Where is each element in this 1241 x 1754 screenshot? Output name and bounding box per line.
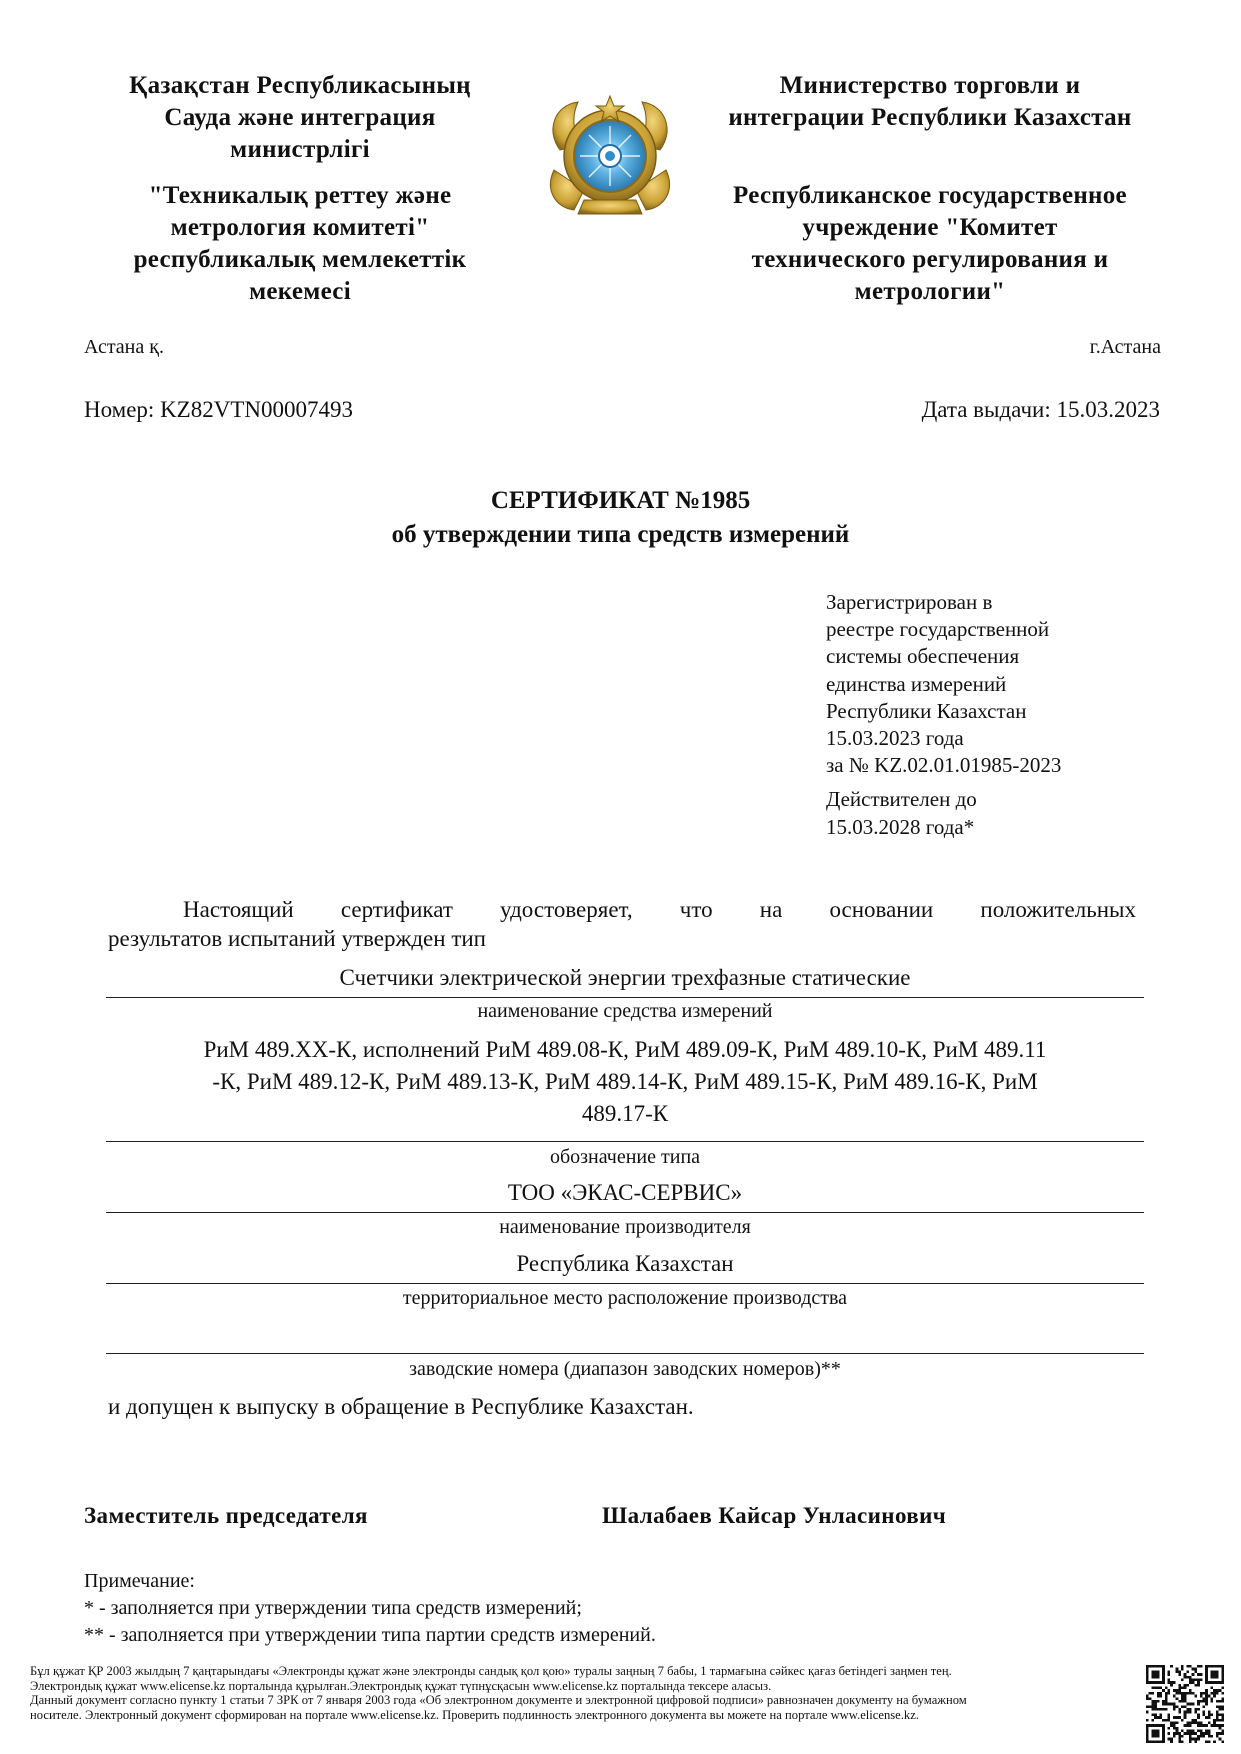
header-right-line: интеграции Республики Казахстан: [728, 104, 1132, 131]
registration-line: Республики Казахстан: [826, 698, 1027, 723]
header-right-line: технического регулирования и: [751, 246, 1109, 273]
note-item: * - заполняется при утверждении типа средств измерений;: [84, 1597, 582, 1619]
header-right-line: Республиканское государственное: [733, 182, 1127, 209]
production-location: Республика Казахстан: [516, 1251, 734, 1276]
instrument-name-underline: [106, 997, 1144, 998]
production-location-label: территориальное место расположение производства: [402, 1287, 848, 1309]
type-designation-line: РиМ 489.ХХ-К, исполнений РиМ 489.08-К, РиМ 489.09-К, РиМ 489.10-К, РиМ 489.11: [203, 1037, 1047, 1062]
city-right: г.Астана: [1089, 336, 1161, 358]
header-right-line: Министерство торговли и: [779, 72, 1081, 99]
instrument-name-label: наименование средства измерений: [477, 1000, 773, 1022]
header-right: [690, 70, 1170, 308]
manufacturer-label: наименование производителя: [499, 1216, 751, 1238]
registration-line: реестре государственной: [826, 617, 1050, 642]
header-left-line: Сауда және интеграция: [164, 104, 436, 131]
intro-line-1: Настоящий сертификат удостоверяет, что на основании положительных: [183, 897, 1136, 922]
registration-line: за № KZ.02.01.01985-2023: [826, 753, 1062, 778]
header-left-line: министрлігі: [230, 136, 370, 163]
validity-line: 15.03.2028 года*: [826, 814, 975, 839]
qr-code-icon[interactable]: [1146, 1665, 1224, 1743]
instrument-name: Счетчики электрической энергии трехфазные статические: [339, 965, 911, 990]
notes-heading: Примечание:: [84, 1570, 195, 1592]
header-right-line: учреждение "Комитет: [802, 214, 1058, 241]
type-designation-underline: [106, 1141, 1144, 1142]
intro-line-2: результатов испытаний утвержден тип: [108, 926, 486, 951]
type-designation: [106, 1034, 1144, 1130]
header-left-line: мекемесі: [249, 278, 351, 305]
validity-line: Действителен до: [826, 787, 977, 812]
certificate-number: Номер: KZ82VTN00007493: [84, 397, 354, 422]
type-designation-label: обозначение типа: [549, 1146, 701, 1168]
production-location-underline: [106, 1283, 1144, 1284]
header-right-line: метрологии": [854, 278, 1006, 305]
footer-line: Электрондық құжат www.elicense.kz порталында құрылған.Электрондық құжат түпнұсқасын www.elicense.kz порталында тексере аласыз.: [30, 1678, 772, 1693]
header-left-line: Қазақстан Республикасының: [129, 72, 471, 99]
certificate-subtitle: об утверждении типа средств измерений: [391, 521, 850, 548]
serial-numbers-underline: [106, 1353, 1144, 1354]
registration-block: [826, 589, 1061, 841]
registration-line: системы обеспечения: [826, 644, 1020, 669]
registration-line: 15.03.2023 года: [826, 726, 964, 751]
issue-date: Дата выдачи: 15.03.2023: [921, 397, 1160, 422]
footer-line: Бұл құжат ҚР 2003 жылдың 7 қаңтарындағы «Электронды құжат және электронды сандық қол қою» туралы заңның 7 бабы, 1 тармағына сәйкес қағаз бетіндегі заңмен тең.: [30, 1664, 952, 1678]
footer-line: носителе. Электронный документ сформирован на портале www.elicense.kz. Проверить подлинность электронного документа вы можете на портале www.elicense.kz.: [30, 1707, 919, 1722]
header-left-line: республикалық мемлекеттік: [133, 246, 467, 273]
header-left-line: метрология комитеті": [170, 214, 430, 241]
type-designation-line: -К, РиМ 489.12-К, РиМ 489.13-К, РиМ 489.14-К, РиМ 489.15-К, РиМ 489.16-К, РиМ: [212, 1069, 1038, 1094]
signatory-name: Шалабаев Кайсар Унласинович: [602, 1503, 947, 1528]
legal-footer: [30, 1664, 1140, 1722]
header-left-line: "Техникалық реттеу және: [148, 182, 452, 209]
note-item: ** - заполняется при утверждении типа партии средств измерений.: [84, 1624, 656, 1646]
notes: [84, 1568, 656, 1649]
city-left: Астана қ.: [84, 336, 164, 358]
manufacturer-name: ТОО «ЭКАС-СЕРВИС»: [507, 1180, 743, 1205]
state-emblem-icon: [540, 90, 680, 222]
admitted-statement: и допущен к выпуску в обращение в Республике Казахстан.: [108, 1394, 694, 1419]
registration-line: Зарегистрирован в: [826, 590, 993, 614]
manufacturer-underline: [106, 1212, 1144, 1213]
certificate-title: СЕРТИФИКАТ №1985: [490, 487, 751, 514]
type-designation-line: 489.17-К: [581, 1101, 669, 1126]
footer-line: Данный документ согласно пункту 1 статьи 7 ЗРК от 7 января 2003 года «Об электронном документе и электронной цифровой подписи» равнозначен документу на бумажном: [30, 1693, 967, 1707]
serial-numbers-label: заводские номера (диапазон заводских номеров)**: [409, 1358, 841, 1380]
registration-line: единства измерений: [826, 671, 1007, 696]
signatory-position: Заместитель председателя: [84, 1503, 368, 1528]
header-left: [80, 70, 520, 308]
